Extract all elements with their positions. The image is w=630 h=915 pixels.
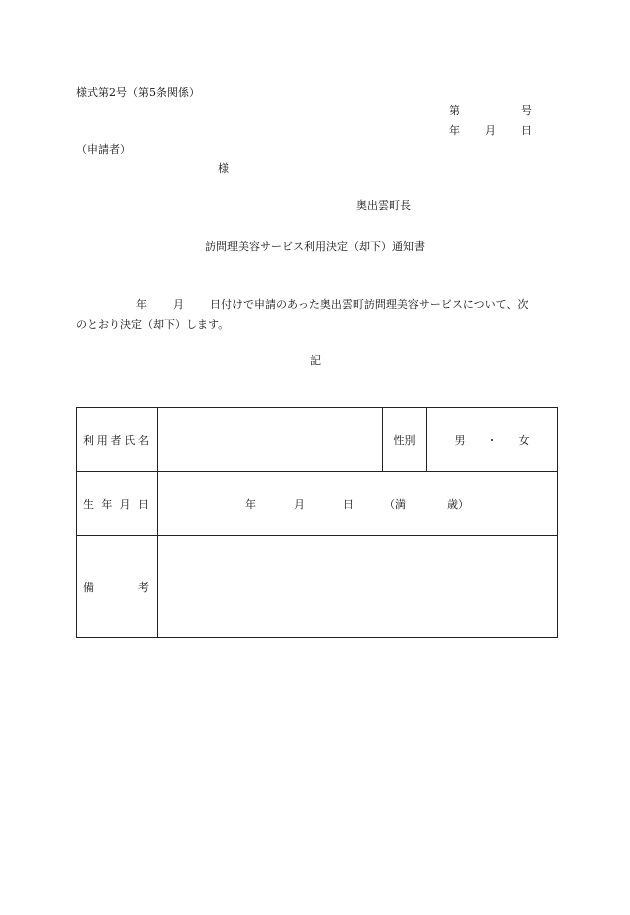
doc-date-month: 月 [485, 124, 496, 137]
body-paragraph [76, 295, 560, 335]
label-char: 年 [101, 497, 113, 511]
label-char: 生 [83, 497, 94, 511]
label-char: 考 [138, 580, 149, 594]
label-char: 利 [83, 433, 94, 447]
doc-date-year: 年 [449, 124, 460, 137]
age-open: （満 [384, 497, 406, 511]
label-char: 日 [137, 497, 149, 511]
ki-marker: 記 [310, 354, 321, 367]
birth-month: 月 [294, 497, 305, 511]
applicant-label: （申請者） [76, 143, 131, 156]
table-row-user-name [77, 408, 558, 472]
table-row-remarks [77, 536, 558, 638]
label-char: 者 [110, 433, 122, 447]
body-year: 年 [136, 298, 147, 311]
label-char: 用 [96, 433, 108, 447]
label-char: 氏 [124, 433, 136, 447]
sama-honorific: 様 [218, 162, 229, 175]
birthdate-field[interactable] [158, 472, 558, 536]
birth-year: 年 [245, 497, 256, 511]
issuer-name: 奥出雲町長 [356, 199, 411, 212]
document-title: 訪問理美容サービス利用決定（却下）通知書 [205, 240, 425, 253]
age-close: 歳） [447, 497, 469, 511]
remarks-label [77, 536, 158, 638]
body-month: 月 [173, 298, 184, 311]
user-name-field[interactable] [158, 408, 383, 472]
doc-date-day: 日 [521, 124, 532, 137]
remarks-field[interactable] [158, 536, 558, 638]
gender-male: 男 [454, 433, 466, 447]
details-table [76, 407, 558, 638]
gender-dot: ・ [486, 433, 498, 447]
body-line-2: のとおり決定（却下）します。 [76, 318, 230, 331]
birthdate-label [77, 472, 158, 536]
body-line-1-rest: 日付けで申請のあった奥出雲町訪問理美容サービスについて、次 [210, 298, 529, 311]
label-char: 月 [119, 497, 131, 511]
user-name-label [77, 408, 158, 472]
birth-day: 日 [343, 497, 354, 511]
label-char: 備 [83, 580, 94, 594]
form-number: 様式第2号（第5条関係） [76, 86, 200, 99]
table-row-birthdate [77, 472, 558, 536]
gender-field[interactable] [427, 408, 558, 472]
body-line-1 [76, 295, 560, 315]
gender-female: 女 [518, 433, 530, 447]
gender-label: 性別 [383, 408, 427, 472]
doc-number-go: 号 [521, 104, 532, 117]
label-char: 名 [138, 433, 149, 447]
doc-number-dai: 第 [449, 104, 460, 117]
